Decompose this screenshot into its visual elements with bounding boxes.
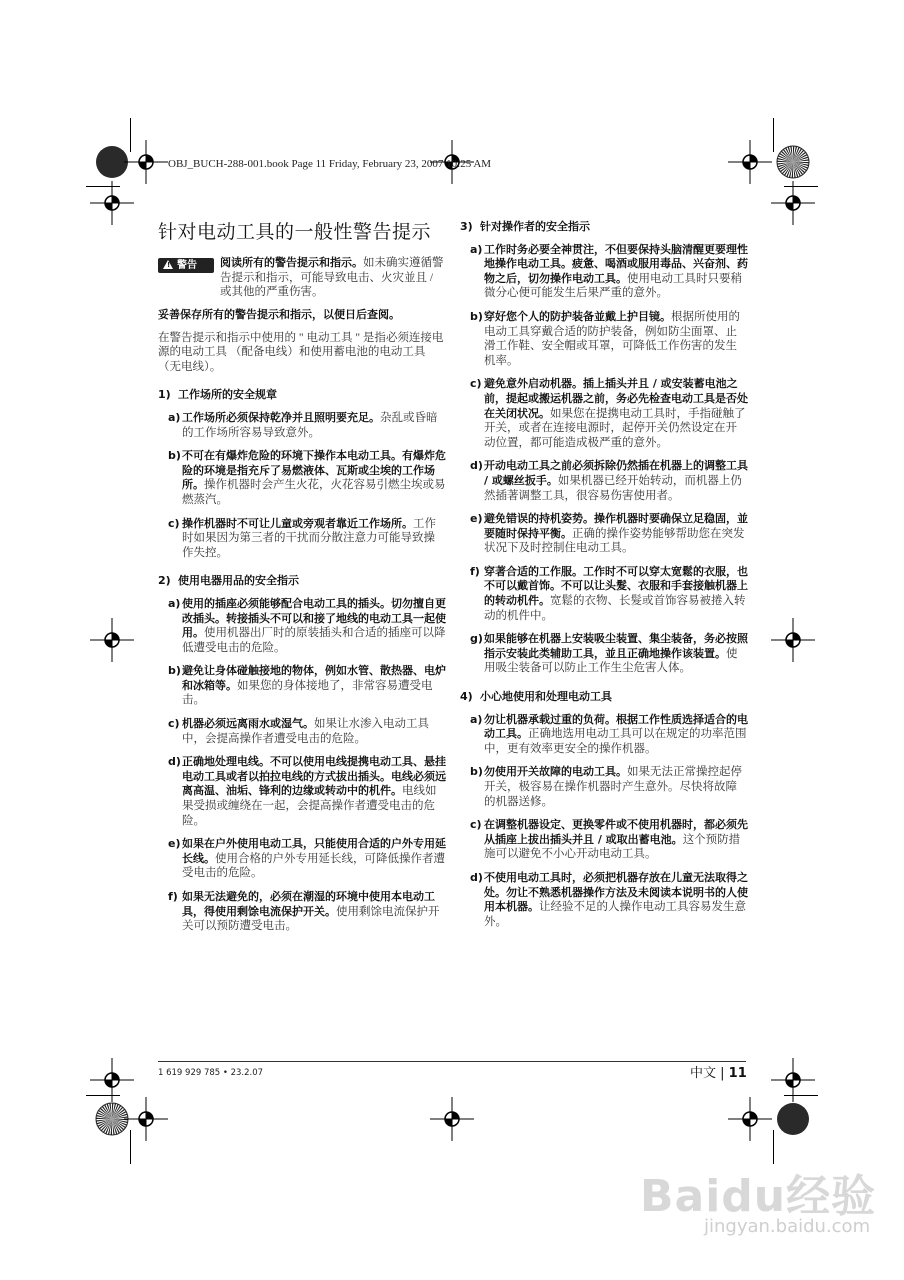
- crosshair-mark-icon: [430, 1097, 474, 1141]
- section-heading: [158, 574, 446, 589]
- item-text: 使用剩馀电流保护开关可以预防遭受电击。: [182, 905, 440, 933]
- item-bold-text: 工作场所必须保持乾净并且照明要充足。: [182, 410, 380, 424]
- item-text: 如果无法正常操控起停开关，极容易在操作机器时产生意外。尽快将故障的机器送修。: [484, 766, 742, 808]
- trim-mark: [130, 118, 131, 152]
- item-letter: g): [470, 632, 483, 646]
- list-item: [460, 512, 748, 556]
- item-bold-text: 勿让机器承载过重的负荷。根据工作性质选择适合的电动工具。: [484, 712, 748, 741]
- intro-paragraph: 在警告提示和指示中使用的 " 电动工具 " 是指必须连接电源的电动工具 （配备电线）和使用蓄电池的电动工具（无电线）。: [158, 331, 444, 373]
- section-heading: [460, 690, 748, 705]
- list-item: [460, 713, 748, 757]
- item-letter: c): [168, 717, 180, 731]
- right-column: [460, 220, 748, 943]
- section-title: 针对操作者的安全指示: [480, 220, 590, 233]
- item-text: 如果您的身体接地了，非常容易遭受电击。: [182, 679, 433, 707]
- item-bold-text: 正确地处理电线。不可以使用电线提携电动工具、悬挂电动工具或者以拍拉电线的方式拔出插头。电线必须远离高温、油垢、锋利的边缘或转动中的机件。: [182, 755, 446, 798]
- item-bold-text: 不使用电动工具时，必须把机器存放在儿童无法取得之处。勿让不熟悉机器操作方法及未阅读本说明书的人使用本机器。: [484, 870, 748, 914]
- list-item: [460, 243, 748, 301]
- crosshair-mark-icon: [90, 181, 134, 225]
- item-bold-text: 避免意外启动机器。插上插头并且 / 或安装蓄电池之前，提起或搬运机器之前，务必先检查电动工具是否处在关闭状况。: [484, 377, 748, 420]
- trim-mark: [86, 1095, 120, 1096]
- list-item: [158, 517, 446, 561]
- item-bold-text: 如果无法避免的，必须在潮湿的环境中使用本电动工具，得使用剩馀电流保护开关。: [182, 890, 435, 918]
- item-text: 杂乱或昏暗的工作场所容易导致意外。: [182, 411, 438, 439]
- item-bold-text: 如果能够在机器上安装吸尘装置、集尘装备，务必按照指示安装此类辅助工具，並且正确地操作该装置。: [484, 632, 748, 660]
- list-item: [158, 837, 446, 881]
- item-letter: d): [470, 459, 483, 473]
- item-bold-text: 勿使用开关故障的电动工具。: [484, 765, 627, 779]
- item-bold-text: 使用的插座必须能够配合电动工具的插头。切勿擅自更改插头。转接插头不可以和接了地线的电动工具一起使用。: [182, 596, 446, 640]
- item-bold-text: 避免错误的持机姿势。操作机器时要确保立足稳固，並要随时保持平衡。: [484, 512, 748, 540]
- list-item: [158, 411, 446, 440]
- warning-badge: [158, 258, 214, 273]
- list-item: [158, 449, 446, 507]
- section-title: 工作场所的安全规章: [178, 388, 277, 402]
- item-letter: f): [470, 564, 480, 578]
- list-item: [460, 765, 748, 809]
- footer-rule: [158, 1061, 746, 1062]
- section-title: 小心地使用和处理电动工具: [480, 690, 612, 704]
- item-letter: d): [470, 870, 483, 884]
- item-text: 操作机器时会产生火花，火花容易引燃尘埃或易燃蒸汽。: [182, 479, 446, 506]
- list-item: [460, 818, 748, 862]
- list-item: [158, 717, 446, 746]
- section-title: 使用电器用品的安全指示: [178, 574, 299, 588]
- list-item: [158, 664, 446, 708]
- list-item: [460, 459, 748, 503]
- trim-mark: [784, 186, 818, 187]
- list-item: [460, 871, 748, 929]
- list-item: [158, 755, 446, 828]
- item-bold-text: 操作机器时不可让儿童或旁观者靠近工作场所。: [182, 516, 413, 530]
- item-text: 如果您在提携电动工具时，手指碰触了开关，或者在连接电源时，起停开关仍然设定在开动位置，都可能造成极严重的意外。: [484, 407, 746, 449]
- section-items: [158, 597, 446, 934]
- section-1: [158, 388, 446, 560]
- list-item: [460, 632, 748, 676]
- color-register-dot-icon: [777, 1103, 809, 1135]
- crosshair-mark-icon: [771, 181, 815, 225]
- item-bold-text: 不可在有爆炸危险的环境下操作本电动工具。有爆炸危险的环境是指充斥了易燃液体、瓦斯或尘埃的工作场所。: [182, 449, 446, 492]
- section-items: [158, 411, 446, 560]
- crosshair-mark-icon: [728, 140, 772, 184]
- baidu-watermark-logo: Baidu经验: [640, 1171, 877, 1222]
- left-column: [158, 220, 446, 948]
- section-number: 2): [158, 574, 171, 588]
- keep-notice: 妥善保存所有的警告提示和指示，以便日后查阅。: [158, 308, 400, 321]
- item-text: 电线如果受损或缠绕在一起，会提高操作者遭受电击的危险。: [182, 785, 437, 827]
- trim-mark: [784, 1095, 818, 1096]
- item-letter: a): [168, 410, 181, 424]
- item-bold-text: 穿好您个人的防护装备並戴上护目镜。: [484, 309, 671, 323]
- footer-print-code: 1 619 929 785 • 23.2.07: [158, 1068, 264, 1078]
- item-letter: b): [470, 765, 483, 779]
- section-heading: [460, 220, 748, 235]
- item-text: 使用合格的户外专用延长线，可降低操作者遭受电击的危险。: [182, 852, 445, 880]
- warning-badge-label: 警告: [177, 260, 197, 271]
- item-text: 宽鬆的衣物、长髮或首饰容易被捲入转动的机件中。: [484, 595, 746, 622]
- section-items: [460, 713, 748, 930]
- section-number: 4): [460, 690, 473, 704]
- crosshair-mark-icon: [728, 1097, 772, 1141]
- warning-block: [158, 256, 446, 300]
- section-items: [460, 243, 748, 676]
- section-4: [460, 690, 748, 929]
- list-item: [158, 890, 446, 934]
- section-2: [158, 574, 446, 933]
- item-letter: c): [470, 377, 482, 391]
- item-letter: f): [168, 890, 178, 903]
- item-bold-text: 机器必须远离雨水或湿气。: [182, 717, 314, 731]
- item-letter: e): [168, 837, 181, 851]
- item-bold-text: 穿著合适的工作服。工作时不可以穿太宽鬆的衣服，也不可以戴首饰。不可以让头髮、衣服和手套接触机器上的转动机件。: [484, 564, 748, 608]
- list-item: [460, 377, 748, 450]
- item-bold-text: 避免让身体碰触接地的物体，例如水管、散热器、电炉和冰箱等。: [182, 664, 446, 692]
- item-letter: b): [168, 664, 181, 678]
- item-letter: e): [470, 512, 483, 526]
- trim-mark: [773, 118, 774, 152]
- warning-text: 如未确实遵循警告提示和指示，可能导致电击、火灾並且 / 或其他的严重伤害。: [220, 257, 444, 299]
- item-letter: b): [168, 449, 181, 463]
- footer-page-label: 中文 | 11: [690, 1066, 747, 1081]
- color-register-star-icon: [777, 146, 809, 178]
- item-text: 如果机器已经开始转动，而机器上仍然插著调整工具，很容易伤害使用者。: [484, 474, 742, 502]
- list-item: [460, 565, 748, 623]
- item-bold-text: 工作时务必要全神贯注，不但要保持头脑清醒更要理性地操作电动工具。疲惫、喝酒或服用毒品、兴奋剂、药物之后，切勿操作电动工具。: [484, 242, 748, 285]
- baidu-watermark-url: jingyan.baidu.com: [704, 1216, 871, 1237]
- page-number: 11: [728, 1066, 747, 1081]
- list-item: [460, 310, 748, 368]
- trim-mark: [86, 186, 120, 187]
- item-letter: a): [470, 712, 483, 726]
- item-text: 正确的操作姿势能够帮助您在突发状况下及时控制住电动工具。: [484, 527, 745, 555]
- item-text: 根据所使用的电动工具穿戴合适的防护装备，例如防尘面罩、止滑工作鞋、安全帽或耳罩，可降低工作伤害的发生机率。: [484, 310, 740, 367]
- footer-language: 中文: [690, 1066, 717, 1081]
- item-text: 这个预防措施可以避免不小心开动电动工具。: [484, 833, 741, 861]
- item-bold-text: 在调整机器设定、更换零件或不使用机器时，都必须先从插座上拔出插头并且 / 或取出蓄电池。: [484, 818, 748, 846]
- crosshair-mark-icon: [771, 618, 815, 662]
- item-text: 工作时如果因为第三者的干扰而分散注意力可能导致操作失控。: [182, 517, 436, 559]
- item-letter: a): [470, 242, 483, 256]
- item-text: 使用机器出厂时的原装插头和合适的插座可以降低遭受电击的危险。: [182, 627, 446, 654]
- item-text: 正确地选用电动工具可以在规定的功率范围中，更有效率更安全的操作机器。: [484, 728, 747, 755]
- page-title: 针对电动工具的一般性警告提示: [158, 221, 432, 243]
- item-text: 使用电动工具时只要稍微分心便可能发生后果严重的意外。: [484, 272, 742, 300]
- warning-bold-text: 阅读所有的警告提示和指示。: [220, 256, 363, 269]
- item-letter: a): [168, 596, 181, 610]
- item-bold-text: 开动电动工具之前必须拆除仍然插在机器上的调整工具 / 或螺丝扳手。: [484, 459, 748, 487]
- item-bold-text: 如果在户外使用电动工具，只能使用合适的户外专用延长线。: [182, 837, 446, 865]
- crosshair-mark-icon: [90, 618, 134, 662]
- item-text: 使用吸尘装备可以防止工作生尘危害人体。: [484, 647, 738, 675]
- item-letter: c): [470, 818, 482, 832]
- section-number: 3): [460, 220, 473, 233]
- section-heading: [158, 388, 446, 403]
- item-text: 让经验不足的人操作电动工具容易发生意外。: [484, 901, 746, 928]
- section-number: 1): [158, 388, 171, 402]
- trim-mark: [130, 1130, 131, 1164]
- item-letter: c): [168, 516, 180, 530]
- book-header-line: OBJ_BUCH-288-001.book Page 11 Friday, February 23, 2007 10:25 AM: [168, 158, 492, 170]
- trim-mark: [773, 1130, 774, 1164]
- item-letter: b): [470, 309, 483, 323]
- item-letter: d): [168, 755, 181, 769]
- section-3: [460, 220, 748, 676]
- list-item: [158, 597, 446, 655]
- warning-triangle-icon: !: [163, 260, 173, 269]
- item-text: 如果让水渗入电动工具中，会提高操作者遭受电击的危险。: [182, 718, 429, 745]
